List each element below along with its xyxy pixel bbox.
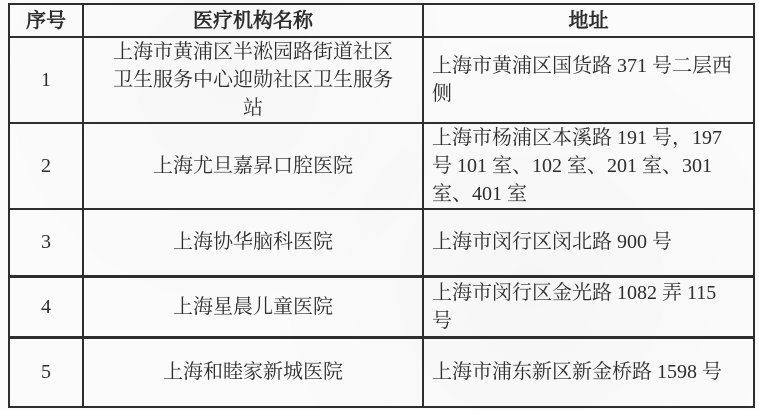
- cell-institution-name: 上海星晨儿童医院: [83, 276, 423, 337]
- cell-address: 上海市黄浦区国货路 371 号二层西侧: [423, 37, 754, 123]
- cell-address: 上海市杨浦区本溪路 191 号，197 号 101 室、102 室、201 室、301 室、401 室: [423, 123, 754, 209]
- cell-index: 1: [9, 37, 83, 123]
- cell-index: 2: [9, 123, 83, 209]
- table-row: [9, 276, 754, 337]
- cell-institution-name: 上海协华脑科医院: [83, 209, 423, 276]
- cell-index: 5: [9, 337, 83, 407]
- cell-index: 4: [9, 276, 83, 337]
- column-header-index: 序号: [9, 4, 83, 37]
- cell-index: 3: [9, 209, 83, 276]
- cell-address: 上海市闵行区金光路 1082 弄 115 号: [423, 276, 754, 337]
- table-header-row: [9, 4, 754, 37]
- table-row: [9, 337, 754, 407]
- cell-institution-name: 上海尤旦嘉昇口腔医院: [83, 123, 423, 209]
- table-row: [9, 209, 754, 276]
- cell-address: 上海市闵行区闵北路 900 号: [423, 209, 754, 276]
- table-row: [9, 37, 754, 123]
- table-row: [9, 123, 754, 209]
- column-header-name: 医疗机构名称: [83, 4, 423, 37]
- column-header-address: 地址: [423, 4, 754, 37]
- cell-address: 上海市浦东新区新金桥路 1598 号: [423, 337, 754, 407]
- cell-institution-name: 上海市黄浦区半淞园路街道社区卫生服务中心迎勋社区卫生服务站: [83, 37, 423, 123]
- cell-institution-name: 上海和睦家新城医院: [83, 337, 423, 407]
- medical-institutions-table: [8, 3, 755, 408]
